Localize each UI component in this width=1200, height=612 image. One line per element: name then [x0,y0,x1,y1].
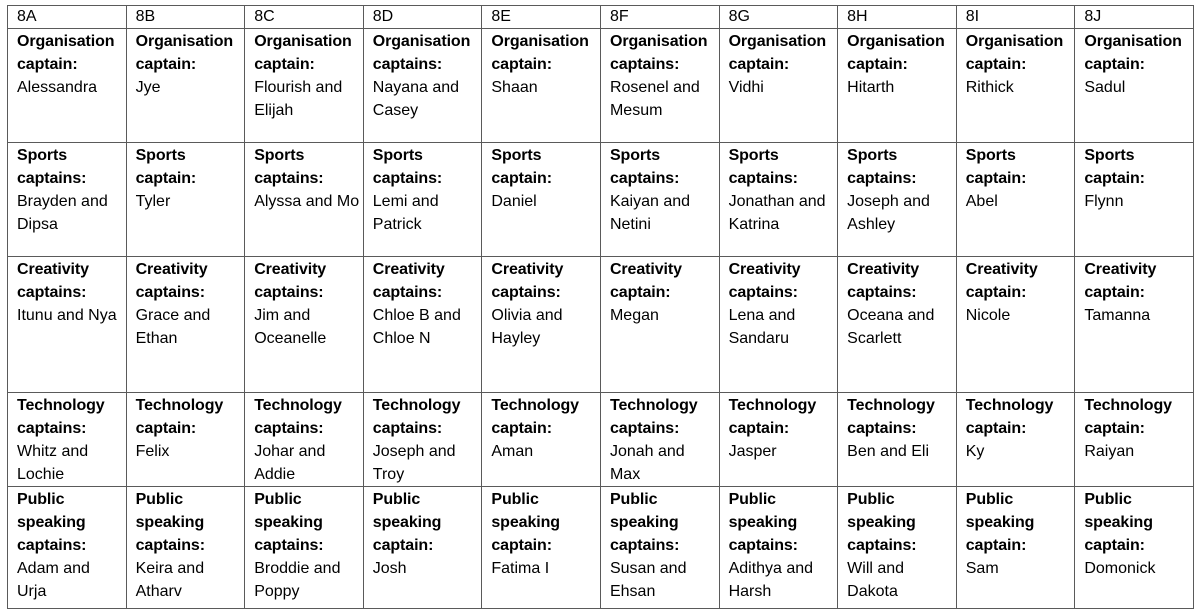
captain-names: Tamanna [1084,307,1151,324]
table-cell [719,393,838,487]
table-cell [126,29,245,143]
captain-names: Tyler [135,193,171,210]
table-cell [956,143,1075,257]
role-label: Creativity captains: [372,261,445,301]
captain-names: Shaan [491,79,538,96]
role-label: Creativity captain: [609,261,682,301]
role-label: Public speaking captains: [609,491,680,554]
captain-names: Rithick [965,79,1014,96]
table-cell [482,29,601,143]
role-label: Organisation captain: [847,33,945,73]
captain-names: Broddie and Poppy [254,560,341,600]
table-cell [838,393,957,487]
class-header: 8A [8,6,127,29]
captain-names: Daniel [491,193,537,210]
captain-names: Itunu and Nya [17,307,117,324]
captain-names: Raiyan [1084,443,1135,460]
role-label: Sports captain: [135,147,197,187]
role-label: Sports captain: [491,147,552,187]
creativity-row [8,257,1194,393]
role-label: Organisation captain: [965,33,1064,73]
table-cell [8,29,127,143]
table-cell [838,487,957,609]
role-label: Sports captain: [965,147,1027,187]
table-cell [482,257,601,393]
role-label: Technology captains: [609,397,698,437]
captain-names: Joseph and Ashley [847,193,930,233]
role-label: Technology captain: [728,397,817,437]
table-cell [126,393,245,487]
captain-names: Johar and Addie [254,443,326,483]
table-cell [363,257,482,393]
captain-names: Jasper [728,443,777,460]
table-cell [838,143,957,257]
table-cell [956,257,1075,393]
role-label: Sports captains: [847,147,917,187]
role-label: Public speaking captains: [728,491,798,554]
role-label: Creativity captains: [254,261,327,301]
public-speaking-row [8,487,1194,609]
role-label: Organisation captains: [372,33,471,73]
role-label: Organisation captains: [609,33,708,73]
class-header: 8I [956,6,1075,29]
captain-names: Grace and Ethan [135,307,211,347]
captains-table [7,5,1194,609]
captain-names: Alyssa and Mo [254,193,360,210]
role-label: Public speaking captains: [17,491,87,554]
role-label: Organisation captain: [135,33,234,73]
captain-names: Megan [609,307,659,324]
captain-names: Flourish and Elijah [254,79,343,119]
captain-names: Nayana and Casey [372,79,460,119]
table-cell [482,487,601,609]
table-cell [245,393,364,487]
table-cell [363,393,482,487]
captain-names: Hitarth [847,79,895,96]
role-label: Creativity captain: [1084,261,1157,301]
captain-names: Aman [491,443,534,460]
captain-names: Chloe B and Chloe N [372,307,461,347]
table-cell [719,143,838,257]
role-label: Technology captains: [254,397,342,437]
captain-names: Ben and Eli [847,443,929,460]
table-cell [956,393,1075,487]
role-label: Organisation captain: [728,33,827,73]
table-cell [8,143,127,257]
captain-names: Lena and Sandaru [728,307,796,347]
captain-names: Jonathan and Katrina [728,193,826,233]
role-label: Creativity captains: [728,261,801,301]
table-cell [1075,487,1194,609]
role-label: Organisation captain: [254,33,352,73]
captain-names: Josh [372,560,407,577]
role-label: Sports captains: [372,147,443,187]
role-label: Creativity captains: [135,261,208,301]
captain-names: Sam [965,560,999,577]
role-label: Public speaking captain: [965,491,1035,554]
role-label: Sports captain: [1084,147,1145,187]
table-cell [956,487,1075,609]
table-cell [1075,29,1194,143]
table-cell [838,257,957,393]
role-label: Technology captain: [1084,397,1172,437]
table-cell [363,143,482,257]
role-label: Technology captain: [135,397,224,437]
role-label: Public speaking captain: [1084,491,1153,554]
captain-names: Alessandra [17,79,98,96]
table-cell [482,143,601,257]
captain-names: Adithya and Harsh [728,560,814,600]
class-header: 8C [245,6,364,29]
technology-row [8,393,1194,487]
captain-names: Olivia and Hayley [491,307,563,347]
captain-names: Jonah and Max [609,443,685,483]
captain-names: Kaiyan and Netini [609,193,691,233]
class-header: 8J [1075,6,1194,29]
role-label: Creativity captains: [847,261,920,301]
captain-names: Ky [965,443,985,460]
role-label: Public speaking captains: [254,491,324,554]
role-label: Creativity captains: [17,261,89,301]
class-header: 8G [719,6,838,29]
table-cell [1075,393,1194,487]
role-label: Public speaking captains: [135,491,205,554]
table-cell [838,29,957,143]
class-header: 8B [126,6,245,29]
captain-names: Domonick [1084,560,1156,577]
class-header: 8E [482,6,601,29]
table-cell [482,393,601,487]
table-cell [600,29,719,143]
role-label: Technology captain: [965,397,1054,437]
role-label: Organisation captain: [1084,33,1182,73]
table-cell [719,29,838,143]
captain-names: Flynn [1084,193,1124,210]
captain-names: Jim and Oceanelle [254,307,327,347]
captain-names: Rosenel and Mesum [609,79,700,119]
role-label: Technology captain: [491,397,579,437]
class-header: 8D [363,6,482,29]
table-cell [1075,143,1194,257]
captain-names: Joseph and Troy [372,443,456,483]
captain-names: Fatima I [491,560,550,577]
captain-names: Adam and Urja [17,560,90,600]
captain-names: Lemi and Patrick [372,193,439,233]
table-cell [363,29,482,143]
captain-names: Susan and Ehsan [609,560,687,600]
captain-names: Oceana and Scarlett [847,307,935,347]
captain-names: Felix [135,443,170,460]
captain-names: Whitz and Lochie [17,443,89,483]
table-cell [600,487,719,609]
table-cell [719,257,838,393]
table-cell [956,29,1075,143]
role-label: Technology captains: [847,397,935,437]
role-label: Creativity captains: [491,261,564,301]
captain-names: Will and Dakota [847,560,905,600]
table-cell [126,487,245,609]
role-label: Technology captains: [372,397,461,437]
class-header: 8H [838,6,957,29]
role-label: Technology captains: [17,397,105,437]
class-header-row [8,6,1194,29]
role-label: Sports captains: [728,147,798,187]
role-label: Creativity captain: [965,261,1038,301]
table-cell [245,29,364,143]
captain-names: Keira and Atharv [135,560,205,600]
table-cell [245,487,364,609]
table-cell [126,143,245,257]
captain-names: Brayden and Dipsa [17,193,108,233]
role-label: Organisation captain: [491,33,589,73]
captain-names: Jye [135,79,161,96]
role-label: Organisation captain: [17,33,115,73]
role-label: Public speaking captains: [847,491,917,554]
role-label: Public speaking captain: [372,491,442,554]
table-cell [245,143,364,257]
captain-names: Vidhi [728,79,764,96]
role-label: Sports captains: [17,147,87,187]
role-label: Public speaking captain: [491,491,560,554]
organisation-row [8,29,1194,143]
table-cell [8,487,127,609]
sports-row [8,143,1194,257]
captain-names: Sadul [1084,79,1126,96]
role-label: Sports captains: [609,147,680,187]
table-cell [600,143,719,257]
role-label: Sports captains: [254,147,324,187]
table-cell [245,257,364,393]
table-cell [719,487,838,609]
table-cell [600,257,719,393]
captain-names: Abel [965,193,998,210]
table-cell [8,257,127,393]
table-cell [363,487,482,609]
class-header: 8F [600,6,719,29]
table-cell [8,393,127,487]
table-cell [1075,257,1194,393]
table-cell [600,393,719,487]
table-cell [126,257,245,393]
captain-names: Nicole [965,307,1011,324]
